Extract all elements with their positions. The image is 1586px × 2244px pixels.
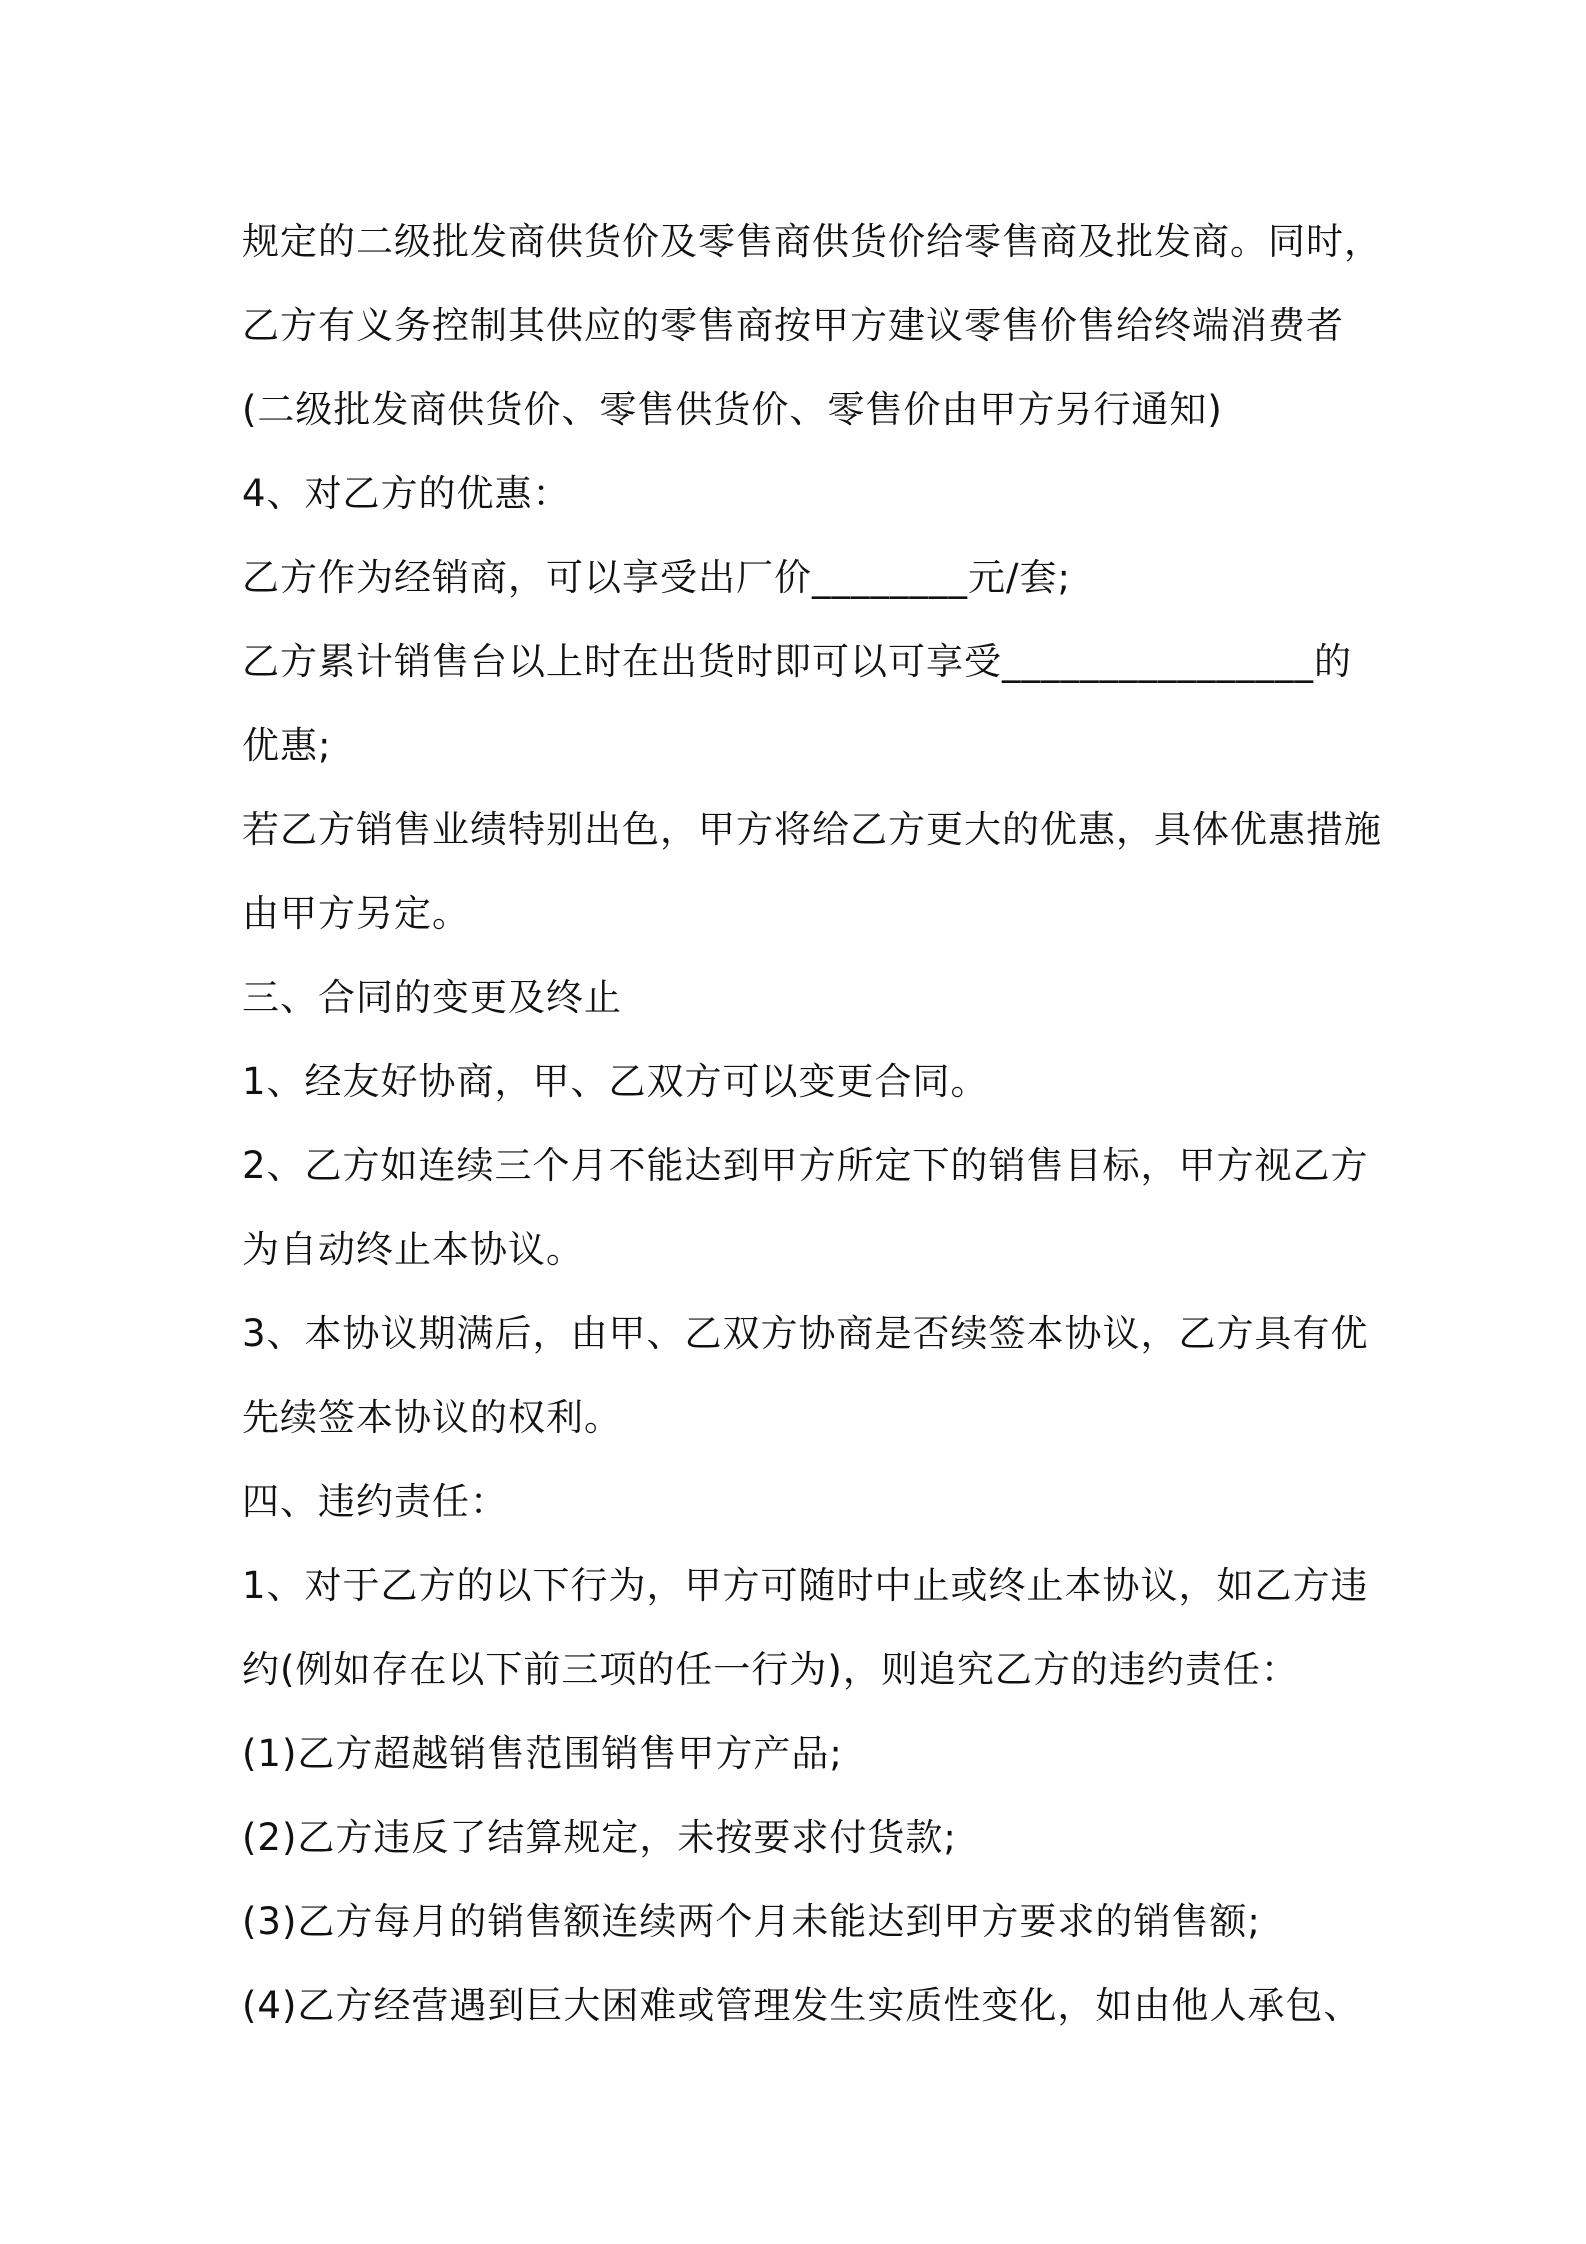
text-line: 优惠; — [242, 724, 332, 767]
text-line: 1、对于乙方的以下行为，甲方可随时中止或终止本协议，如乙方违 — [242, 1564, 1369, 1607]
text-line: 若乙方销售业绩特别出色，甲方将给乙方更大的优惠，具体优惠措施 — [242, 808, 1382, 851]
list-item: (2)乙方违反了结算规定，未按要求付货款; — [242, 1816, 957, 1859]
text-line: 规定的二级批发商供货价及零售商供货价给零售商及批发商。同时， — [242, 220, 1382, 263]
text-line: 1、经友好协商，甲、乙双方可以变更合同。 — [242, 1060, 989, 1103]
text-line: 先续签本协议的权利。 — [242, 1396, 622, 1439]
text-line: 乙方作为经销商，可以享受出厂价________元/套; — [242, 556, 1071, 599]
text-line: 乙方累计销售台以上时在出货时即可以可享受________________的 — [242, 640, 1352, 683]
text-line: 由甲方另定。 — [242, 892, 470, 935]
list-item: (4)乙方经营遇到巨大困难或管理发生实质性变化，如由他人承包、 — [242, 1984, 1362, 2027]
text-line: (二级批发商供货价、零售供货价、零售价由甲方另行通知) — [242, 388, 1223, 431]
section-item-heading: 4、对乙方的优惠： — [242, 472, 571, 515]
text-line: 约(例如存在以下前三项的任一行为)，则追究乙方的违约责任： — [242, 1648, 1299, 1691]
text-line: 2、乙方如连续三个月不能达到甲方所定下的销售目标，甲方视乙方 — [242, 1144, 1369, 1187]
text-line: 为自动终止本协议。 — [242, 1228, 584, 1271]
text-line: 乙方有义务控制其供应的零售商按甲方建议零售价售给终端消费者 — [242, 304, 1344, 347]
document-page — [242, 200, 1382, 2048]
section-heading: 四、违约责任： — [242, 1480, 508, 1523]
text-line: 3、本协议期满后，由甲、乙双方协商是否续签本协议，乙方具有优 — [242, 1312, 1369, 1355]
list-item: (1)乙方超越销售范围销售甲方产品; — [242, 1732, 843, 1775]
section-heading: 三、合同的变更及终止 — [242, 976, 622, 1019]
list-item: (3)乙方每月的销售额连续两个月未能达到甲方要求的销售额; — [242, 1900, 1261, 1943]
